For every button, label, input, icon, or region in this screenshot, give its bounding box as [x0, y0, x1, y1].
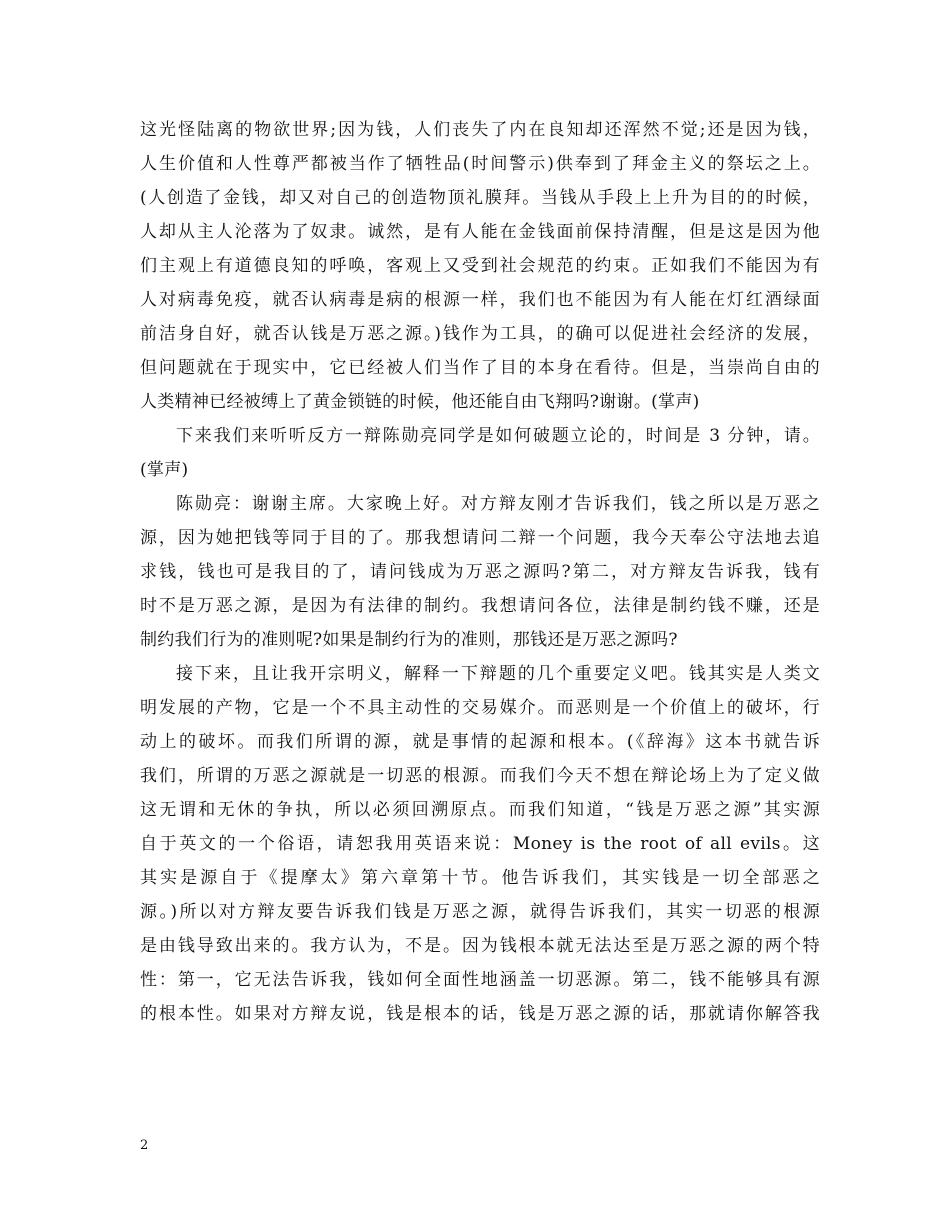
- paragraph-start-line: 接下来，且让我开宗明义，解释一下辩题的几个重要定义吧。钱其实是人类文: [176, 664, 820, 684]
- page-number: 2: [140, 1138, 149, 1153]
- text-line: 其实是源自于《提摩太》第六章第十节。他告诉我们，其实钱是一切全部恶之: [140, 868, 820, 888]
- text-line: 动上的破坏。而我们所谓的源，就是事情的起源和根本。(《辞海》这本书就告诉: [140, 732, 820, 752]
- text-line: 自于英文的一个俗语，请恕我用英语来说：Money is the root of all evils。这: [140, 834, 820, 854]
- text-line: 明发展的产物，它是一个不具主动性的交易媒介。而恶则是一个价值上的破坏，行: [140, 698, 820, 718]
- text-line: 源。)所以对方辩友要告诉我们钱是万恶之源，就得告诉我们，其实一切恶的根源: [140, 902, 820, 922]
- paragraph-start-line: 下来我们来听听反方一辩陈勋亮同学是如何破题立论的，时间是 3 分钟，请。: [176, 426, 820, 446]
- body-text: [140, 113, 820, 1031]
- text-line: 求钱，钱也可是我目的了，请问钱成为万恶之源吗?第二，对方辩友告诉我，钱有: [140, 562, 820, 582]
- text-line: 前洁身自好，就否认钱是万恶之源。)钱作为工具，的确可以促进社会经济的发展，: [140, 324, 820, 344]
- text-line: 但问题就在于现实中，它已经被人们当作了目的本身在看待。但是，当崇尚自由的: [140, 358, 820, 378]
- text-line: (掌声): [140, 460, 189, 480]
- text-line: 们主观上有道德良知的呼唤，客观上又受到社会规范的约束。正如我们不能因为有: [140, 256, 820, 276]
- text-line: 我们，所谓的万恶之源就是一切恶的根源。而我们今天不想在辩论场上为了定义做: [140, 766, 820, 786]
- text-line: 人却从主人沦落为了奴隶。诚然，是有人能在金钱面前保持清醒，但是这是因为他: [140, 222, 820, 242]
- text-line: 的根本性。如果对方辩友说，钱是根本的话，钱是万恶之源的话，那就请你解答我: [140, 1004, 820, 1024]
- text-line: 这光怪陆离的物欲世界;因为钱，人们丧失了内在良知却还浑然不觉;还是因为钱，: [140, 120, 820, 140]
- paragraph-start-line: 陈勋亮：谢谢主席。大家晚上好。对方辩友刚才告诉我们，钱之所以是万恶之: [176, 494, 820, 514]
- text-line: 人对病毒免疫，就否认病毒是病的根源一样，我们也不能因为有人能在灯红酒绿面: [140, 290, 820, 310]
- text-line: 人生价值和人性尊严都被当作了牺牲品(时间警示)供奉到了拜金主义的祭坛之上。: [140, 154, 820, 174]
- text-line: (人创造了金钱，却又对自己的创造物顶礼膜拜。当钱从手段上上升为目的的时候，: [140, 188, 820, 208]
- text-line: 这无谓和无休的争执，所以必须回溯原点。而我们知道，“钱是万恶之源”其实源: [140, 800, 820, 820]
- text-line: 人类精神已经被缚上了黄金锁链的时候，他还能自由飞翔吗?谢谢。(掌声): [140, 392, 700, 412]
- text-line: 是由钱导致出来的。我方认为，不是。因为钱根本就无法达至是万恶之源的两个特: [140, 936, 820, 956]
- text-line: 源，因为她把钱等同于目的了。那我想请问二辩一个问题，我今天奉公守法地去追: [140, 528, 820, 548]
- text-line: 性：第一，它无法告诉我，钱如何全面性地涵盖一切恶源。第二，钱不能够具有源: [140, 970, 820, 990]
- text-line: 时不是万恶之源，是因为有法律的制约。我想请问各位，法律是制约钱不赚，还是: [140, 596, 820, 616]
- text-line: 制约我们行为的准则呢?如果是制约行为的准则，那钱还是万恶之源吗?: [140, 630, 678, 650]
